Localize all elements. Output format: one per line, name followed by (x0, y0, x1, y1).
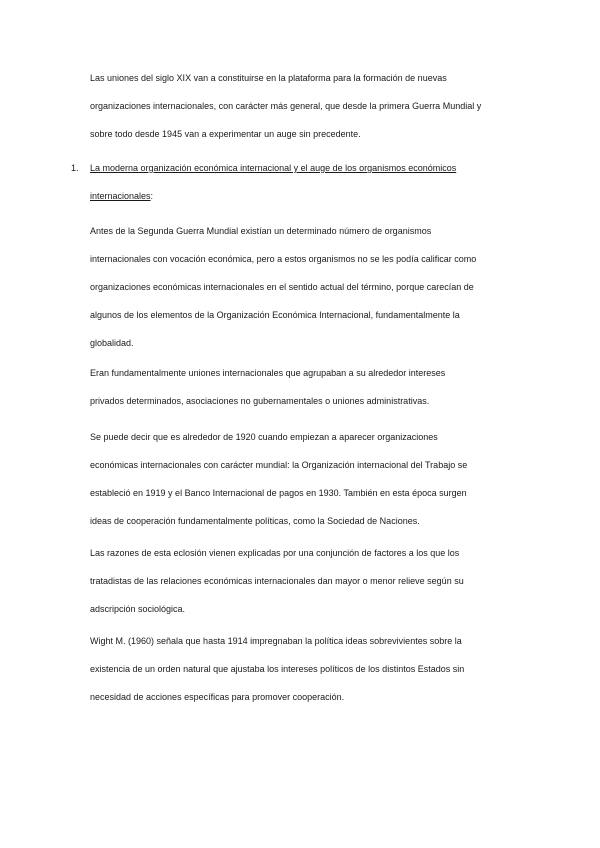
text-line: Wight M. (1960) señala que hasta 1914 impregnaban la política ideas sobrevivientes sobre la (90, 636, 462, 646)
text-line: adscripción sociológica. (90, 604, 186, 614)
text-line: organizaciones internacionales, con carácter más general, que desde la primera Guerra Mundial y (90, 101, 482, 111)
text-line: Antes de la Segunda Guerra Mundial existían un determinado número de organismos (90, 226, 432, 236)
heading-line (90, 182, 530, 210)
section-heading (90, 154, 530, 210)
body-paragraph (90, 627, 530, 711)
heading-text: internacionales (90, 191, 151, 201)
text-line: organizaciones económicas internacionales en el sentido actual del término, porque carecían de (90, 282, 474, 292)
heading-suffix: : (150, 191, 154, 201)
text-line: Las razones de esta eclosión vienen explicadas por una conjunción de factores a los que los (90, 548, 460, 558)
body-paragraph (90, 539, 530, 623)
text-line: necesidad de acciones específicas para promover cooperación. (90, 692, 345, 702)
text-line: ideas de cooperación fundamentalmente políticas, como la Sociedad de Naciones. (90, 516, 420, 526)
text-line: algunos de los elementos de la Organización Económica Internacional, fundamentalmente la (90, 310, 460, 320)
text-line: económicas internacionales con carácter mundial: la Organización internacional del Trabajo se (90, 460, 468, 470)
text-line: internacionales con vocación económica, pero a estos organismos no se les podía calificar como (90, 254, 477, 264)
text-line: estableció en 1919 y el Banco Internacional de pagos en 1930. También en esta época surgen (90, 488, 467, 498)
text-line: globalidad. (90, 338, 134, 348)
text-line: Se puede decir que es alrededor de 1920 cuando empiezan a aparecer organizaciones (90, 432, 438, 442)
body-paragraph (90, 217, 530, 357)
section-number: 1. (71, 163, 79, 173)
text-line: tratadistas de las relaciones económicas internacionales dan mayor o menor relieve según su (90, 576, 464, 586)
heading-line (90, 154, 530, 182)
intro-paragraph (90, 64, 530, 148)
text-line: existencia de un orden natural que ajustaba los intereses políticos de los distintos Estados sin (90, 664, 465, 674)
text-line: privados determinados, asociaciones no gubernamentales o uniones administrativas. (90, 396, 430, 406)
text-line: sobre todo desde 1945 van a experimentar un auge sin precedente. (90, 129, 361, 139)
text-line: Las uniones del siglo XIX van a constituirse en la plataforma para la formación de nuevas (90, 73, 447, 83)
body-paragraph (90, 423, 530, 535)
body-paragraph (90, 359, 530, 415)
text-line: Eran fundamentalmente uniones internacionales que agrupaban a su alrededor intereses (90, 368, 446, 378)
heading-text: La moderna organización económica internacional y el auge de los organismos económicos (90, 163, 457, 173)
